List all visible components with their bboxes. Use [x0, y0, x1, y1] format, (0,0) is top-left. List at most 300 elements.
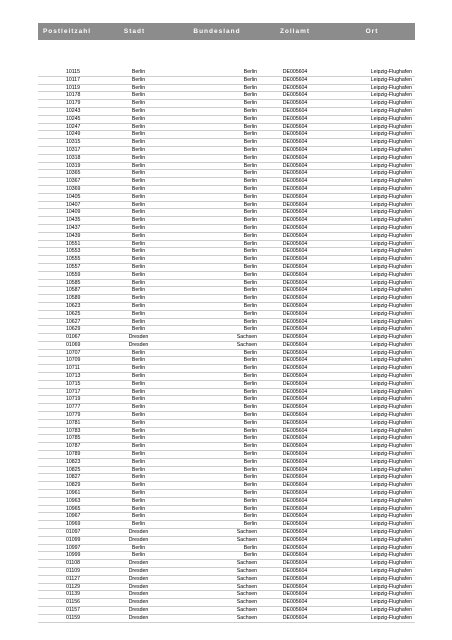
cell-ort: Leipzig-Flughafen — [370, 552, 412, 559]
cell-ort: Leipzig-Flughafen — [370, 388, 412, 395]
table-row — [38, 490, 415, 498]
cell-stadt: Berlin — [131, 248, 146, 255]
cell-postleitzahl: 10963 — [66, 497, 81, 504]
table-row — [38, 498, 415, 506]
cell-postleitzahl: 10997 — [66, 544, 81, 551]
cell-bundesland: Berlin — [243, 232, 257, 239]
cell-zollamt: DE005604 — [282, 295, 308, 302]
cell-zollamt: DE005604 — [282, 482, 308, 489]
cell-bundesland: Berlin — [243, 201, 257, 208]
cell-ort: Leipzig-Flughafen — [370, 412, 412, 419]
cell-zollamt: DE005604 — [282, 84, 308, 91]
cell-ort: Leipzig-Flughafen — [370, 349, 412, 356]
cell-zollamt: DE005604 — [282, 357, 308, 364]
cell-ort: Leipzig-Flughafen — [370, 263, 412, 270]
table-row — [38, 319, 415, 327]
cell-bundesland: Sachsen — [236, 560, 257, 567]
cell-postleitzahl: 10713 — [66, 373, 81, 380]
cell-ort: Leipzig-Flughafen — [370, 92, 412, 99]
table-row — [38, 209, 415, 217]
cell-postleitzahl: 10249 — [66, 131, 81, 138]
cell-postleitzahl: 10409 — [66, 209, 81, 216]
cell-zollamt: DE005604 — [282, 435, 308, 442]
table-row — [38, 552, 415, 560]
table-row — [38, 202, 415, 210]
table-row — [38, 334, 415, 342]
cell-ort: Leipzig-Flughafen — [370, 224, 412, 231]
cell-zollamt: DE005604 — [282, 185, 308, 192]
cell-bundesland: Berlin — [243, 552, 257, 559]
table-row — [38, 217, 415, 225]
cell-bundesland: Sachsen — [236, 583, 257, 590]
table-row — [38, 428, 415, 436]
cell-stadt: Berlin — [131, 419, 146, 426]
cell-zollamt: DE005604 — [282, 427, 308, 434]
cell-ort: Leipzig-Flughafen — [370, 178, 412, 185]
cell-postleitzahl: 10589 — [66, 295, 81, 302]
table-row — [38, 108, 415, 116]
cell-ort: Leipzig-Flughafen — [370, 451, 412, 458]
cell-postleitzahl: 10827 — [66, 474, 81, 481]
cell-ort: Leipzig-Flughafen — [370, 341, 412, 348]
cell-stadt: Berlin — [131, 209, 146, 216]
cell-postleitzahl: 10243 — [66, 107, 81, 114]
cell-ort: Leipzig-Flughafen — [370, 131, 412, 138]
cell-stadt: Berlin — [131, 451, 146, 458]
cell-bundesland: Berlin — [243, 373, 257, 380]
cell-ort: Leipzig-Flughafen — [370, 373, 412, 380]
cell-ort: Leipzig-Flughafen — [370, 310, 412, 317]
cell-postleitzahl: 10179 — [66, 100, 81, 107]
cell-stadt: Berlin — [131, 404, 146, 411]
cell-ort: Leipzig-Flughafen — [370, 248, 412, 255]
cell-postleitzahl: 10707 — [66, 349, 81, 356]
cell-bundesland: Berlin — [243, 84, 257, 91]
cell-stadt: Dresden — [128, 536, 149, 543]
cell-postleitzahl: 10783 — [66, 427, 81, 434]
table-row — [38, 225, 415, 233]
cell-postleitzahl: 10245 — [66, 115, 81, 122]
table-row — [38, 186, 415, 194]
cell-bundesland: Berlin — [243, 178, 257, 185]
cell-stadt: Berlin — [131, 552, 146, 559]
table-row — [38, 248, 415, 256]
cell-postleitzahl: 10439 — [66, 232, 81, 239]
table-row — [38, 443, 415, 451]
cell-ort: Leipzig-Flughafen — [370, 591, 412, 598]
cell-ort: Leipzig-Flughafen — [370, 209, 412, 216]
cell-stadt: Berlin — [131, 131, 146, 138]
cell-bundesland: Berlin — [243, 404, 257, 411]
cell-bundesland: Berlin — [243, 92, 257, 99]
cell-ort: Leipzig-Flughafen — [370, 505, 412, 512]
table-row — [38, 615, 415, 623]
cell-postleitzahl: 10318 — [66, 154, 81, 161]
cell-ort: Leipzig-Flughafen — [370, 240, 412, 247]
cell-bundesland: Berlin — [243, 396, 257, 403]
cell-bundesland: Berlin — [243, 412, 257, 419]
cell-stadt: Berlin — [131, 123, 146, 130]
cell-bundesland: Berlin — [243, 443, 257, 450]
cell-bundesland: Sachsen — [236, 606, 257, 613]
cell-bundesland: Berlin — [243, 466, 257, 473]
cell-stadt: Dresden — [128, 560, 149, 567]
cell-bundesland: Berlin — [243, 240, 257, 247]
cell-postleitzahl: 10365 — [66, 170, 81, 177]
cell-postleitzahl: 01139 — [66, 591, 81, 598]
cell-bundesland: Berlin — [243, 170, 257, 177]
cell-postleitzahl: 10711 — [66, 365, 81, 372]
cell-postleitzahl: 10777 — [66, 404, 81, 411]
table-row — [38, 607, 415, 615]
cell-postleitzahl: 10961 — [66, 490, 81, 497]
cell-stadt: Dresden — [128, 614, 149, 621]
cell-zollamt: DE005604 — [282, 287, 308, 294]
cell-zollamt: DE005604 — [282, 131, 308, 138]
cell-zollamt: DE005604 — [282, 513, 308, 520]
cell-zollamt: DE005604 — [282, 326, 308, 333]
cell-stadt: Berlin — [131, 497, 146, 504]
cell-ort: Leipzig-Flughafen — [370, 466, 412, 473]
cell-zollamt: DE005604 — [282, 560, 308, 567]
table-row — [38, 560, 415, 568]
cell-zollamt: DE005604 — [282, 380, 308, 387]
cell-postleitzahl: 10557 — [66, 263, 81, 270]
cell-stadt: Berlin — [131, 513, 146, 520]
cell-postleitzahl: 10825 — [66, 466, 81, 473]
cell-postleitzahl: 01156 — [66, 599, 81, 606]
cell-zollamt: DE005604 — [282, 248, 308, 255]
cell-ort: Leipzig-Flughafen — [370, 318, 412, 325]
cell-zollamt: DE005604 — [282, 490, 308, 497]
cell-bundesland: Berlin — [243, 115, 257, 122]
cell-zollamt: DE005604 — [282, 92, 308, 99]
table-row — [38, 506, 415, 514]
cell-ort: Leipzig-Flughafen — [370, 271, 412, 278]
cell-stadt: Berlin — [131, 201, 146, 208]
cell-stadt: Dresden — [128, 334, 149, 341]
cell-bundesland: Berlin — [243, 326, 257, 333]
cell-zollamt: DE005604 — [282, 178, 308, 185]
cell-stadt: Berlin — [131, 107, 146, 114]
table-row — [38, 92, 415, 100]
table-header — [38, 23, 415, 40]
cell-ort: Leipzig-Flughafen — [370, 544, 412, 551]
cell-zollamt: DE005604 — [282, 341, 308, 348]
cell-stadt: Berlin — [131, 240, 146, 247]
table-row — [38, 326, 415, 334]
cell-bundesland: Berlin — [243, 107, 257, 114]
cell-postleitzahl: 10789 — [66, 451, 81, 458]
cell-stadt: Berlin — [131, 146, 146, 153]
cell-postleitzahl: 10555 — [66, 256, 81, 263]
cell-bundesland: Berlin — [243, 474, 257, 481]
cell-zollamt: DE005604 — [282, 193, 308, 200]
cell-stadt: Berlin — [131, 310, 146, 317]
cell-zollamt: DE005604 — [282, 458, 308, 465]
cell-zollamt: DE005604 — [282, 318, 308, 325]
cell-bundesland: Sachsen — [236, 529, 257, 536]
table-row — [38, 342, 415, 350]
cell-stadt: Dresden — [128, 529, 149, 536]
cell-bundesland: Berlin — [243, 318, 257, 325]
cell-postleitzahl: 10405 — [66, 193, 81, 200]
cell-bundesland: Berlin — [243, 435, 257, 442]
cell-postleitzahl: 01157 — [66, 606, 81, 613]
cell-ort: Leipzig-Flughafen — [370, 583, 412, 590]
cell-postleitzahl: 10625 — [66, 310, 81, 317]
table-row — [38, 584, 415, 592]
cell-bundesland: Berlin — [243, 139, 257, 146]
cell-ort: Leipzig-Flughafen — [370, 380, 412, 387]
header-stadt: Stadt — [123, 28, 146, 35]
cell-zollamt: DE005604 — [282, 240, 308, 247]
cell-stadt: Berlin — [131, 115, 146, 122]
cell-postleitzahl: 10785 — [66, 435, 81, 442]
cell-bundesland: Berlin — [243, 388, 257, 395]
header-ort: Ort — [365, 28, 379, 35]
cell-ort: Leipzig-Flughafen — [370, 185, 412, 192]
cell-ort: Leipzig-Flughafen — [370, 69, 412, 75]
table-row — [38, 100, 415, 108]
cell-bundesland: Berlin — [243, 123, 257, 130]
cell-ort: Leipzig-Flughafen — [370, 279, 412, 286]
cell-postleitzahl: 10407 — [66, 201, 81, 208]
cell-zollamt: DE005604 — [282, 123, 308, 130]
cell-stadt: Berlin — [131, 232, 146, 239]
cell-ort: Leipzig-Flughafen — [370, 599, 412, 606]
cell-postleitzahl: 10627 — [66, 318, 81, 325]
table-row — [38, 287, 415, 295]
table-row — [38, 420, 415, 428]
table-body — [38, 69, 415, 623]
cell-bundesland: Berlin — [243, 451, 257, 458]
cell-ort: Leipzig-Flughafen — [370, 193, 412, 200]
cell-stadt: Berlin — [131, 505, 146, 512]
cell-bundesland: Berlin — [243, 505, 257, 512]
cell-postleitzahl: 01067 — [66, 334, 81, 341]
table-row — [38, 482, 415, 490]
cell-zollamt: DE005604 — [282, 217, 308, 224]
cell-postleitzahl: 10787 — [66, 443, 81, 450]
cell-bundesland: Berlin — [243, 458, 257, 465]
table-row — [38, 350, 415, 358]
cell-zollamt: DE005604 — [282, 100, 308, 107]
table-row — [38, 435, 415, 443]
cell-ort: Leipzig-Flughafen — [370, 201, 412, 208]
table-row — [38, 280, 415, 288]
cell-zollamt: DE005604 — [282, 334, 308, 341]
cell-zollamt: DE005604 — [282, 201, 308, 208]
cell-zollamt: DE005604 — [282, 583, 308, 590]
cell-ort: Leipzig-Flughafen — [370, 123, 412, 130]
cell-ort: Leipzig-Flughafen — [370, 575, 412, 582]
cell-stadt: Berlin — [131, 263, 146, 270]
cell-bundesland: Sachsen — [236, 575, 257, 582]
cell-bundesland: Berlin — [243, 76, 257, 83]
cell-stadt: Berlin — [131, 302, 146, 309]
cell-zollamt: DE005604 — [282, 552, 308, 559]
cell-bundesland: Berlin — [243, 521, 257, 528]
table-row — [38, 163, 415, 171]
cell-zollamt: DE005604 — [282, 365, 308, 372]
table-row — [38, 357, 415, 365]
cell-stadt: Berlin — [131, 69, 146, 75]
table-row — [38, 69, 415, 77]
cell-postleitzahl: 10969 — [66, 521, 81, 528]
cell-postleitzahl: 10437 — [66, 224, 81, 231]
table-row — [38, 155, 415, 163]
cell-ort: Leipzig-Flughafen — [370, 560, 412, 567]
cell-ort: Leipzig-Flughafen — [370, 568, 412, 574]
table-row — [38, 124, 415, 132]
cell-zollamt: DE005604 — [282, 443, 308, 450]
table-row — [38, 178, 415, 186]
cell-zollamt: DE005604 — [282, 170, 308, 177]
cell-postleitzahl: 10369 — [66, 185, 81, 192]
cell-postleitzahl: 10435 — [66, 217, 81, 224]
cell-ort: Leipzig-Flughafen — [370, 365, 412, 372]
cell-ort: Leipzig-Flughafen — [370, 326, 412, 333]
cell-postleitzahl: 01127 — [66, 575, 81, 582]
table-row — [38, 568, 415, 576]
cell-zollamt: DE005604 — [282, 69, 308, 75]
cell-zollamt: DE005604 — [282, 146, 308, 153]
cell-zollamt: DE005604 — [282, 162, 308, 169]
cell-postleitzahl: 10623 — [66, 302, 81, 309]
table-row — [38, 170, 415, 178]
cell-ort: Leipzig-Flughafen — [370, 146, 412, 153]
cell-zollamt: DE005604 — [282, 263, 308, 270]
cell-zollamt: DE005604 — [282, 451, 308, 458]
cell-postleitzahl: 10119 — [66, 84, 81, 91]
table-row — [38, 459, 415, 467]
cell-stadt: Berlin — [131, 412, 146, 419]
cell-postleitzahl: 10709 — [66, 357, 81, 364]
cell-postleitzahl: 01159 — [66, 614, 81, 621]
cell-stadt: Dresden — [128, 568, 149, 574]
cell-ort: Leipzig-Flughafen — [370, 427, 412, 434]
table-row — [38, 295, 415, 303]
cell-postleitzahl: 10178 — [66, 92, 81, 99]
cell-zollamt: DE005604 — [282, 209, 308, 216]
cell-bundesland: Berlin — [243, 365, 257, 372]
cell-stadt: Berlin — [131, 318, 146, 325]
cell-bundesland: Sachsen — [236, 614, 257, 621]
cell-zollamt: DE005604 — [282, 497, 308, 504]
cell-zollamt: DE005604 — [282, 256, 308, 263]
cell-zollamt: DE005604 — [282, 614, 308, 621]
cell-postleitzahl: 10247 — [66, 123, 81, 130]
cell-stadt: Berlin — [131, 435, 146, 442]
cell-bundesland: Berlin — [243, 263, 257, 270]
cell-zollamt: DE005604 — [282, 575, 308, 582]
cell-bundesland: Berlin — [243, 256, 257, 263]
cell-zollamt: DE005604 — [282, 505, 308, 512]
cell-bundesland: Berlin — [243, 69, 257, 75]
cell-stadt: Berlin — [131, 466, 146, 473]
cell-zollamt: DE005604 — [282, 466, 308, 473]
cell-bundesland: Sachsen — [236, 568, 257, 574]
table-row — [38, 404, 415, 412]
cell-ort: Leipzig-Flughafen — [370, 302, 412, 309]
cell-zollamt: DE005604 — [282, 396, 308, 403]
cell-ort: Leipzig-Flughafen — [370, 474, 412, 481]
table-row — [38, 241, 415, 249]
cell-ort: Leipzig-Flughafen — [370, 100, 412, 107]
cell-bundesland: Berlin — [243, 490, 257, 497]
cell-zollamt: DE005604 — [282, 224, 308, 231]
cell-zollamt: DE005604 — [282, 373, 308, 380]
cell-postleitzahl: 10319 — [66, 162, 81, 169]
table-row — [38, 233, 415, 241]
cell-zollamt: DE005604 — [282, 349, 308, 356]
cell-postleitzahl: 01129 — [66, 583, 81, 590]
cell-postleitzahl: 10717 — [66, 388, 81, 395]
cell-bundesland: Berlin — [243, 146, 257, 153]
cell-stadt: Berlin — [131, 544, 146, 551]
cell-bundesland: Berlin — [243, 154, 257, 161]
cell-bundesland: Berlin — [243, 295, 257, 302]
cell-bundesland: Berlin — [243, 224, 257, 231]
cell-stadt: Berlin — [131, 100, 146, 107]
cell-stadt: Berlin — [131, 84, 146, 91]
cell-ort: Leipzig-Flughafen — [370, 536, 412, 543]
cell-ort: Leipzig-Flughafen — [370, 357, 412, 364]
table-row — [38, 194, 415, 202]
cell-zollamt: DE005604 — [282, 599, 308, 606]
cell-stadt: Berlin — [131, 295, 146, 302]
cell-ort: Leipzig-Flughafen — [370, 217, 412, 224]
cell-stadt: Berlin — [131, 224, 146, 231]
cell-bundesland: Berlin — [243, 131, 257, 138]
table-row — [38, 537, 415, 545]
cell-stadt: Berlin — [131, 396, 146, 403]
cell-postleitzahl: 10117 — [66, 76, 81, 83]
cell-bundesland: Berlin — [243, 217, 257, 224]
cell-stadt: Berlin — [131, 170, 146, 177]
cell-postleitzahl: 10115 — [66, 69, 81, 75]
cell-zollamt: DE005604 — [282, 544, 308, 551]
cell-ort: Leipzig-Flughafen — [370, 606, 412, 613]
cell-bundesland: Berlin — [243, 380, 257, 387]
cell-ort: Leipzig-Flughafen — [370, 287, 412, 294]
cell-postleitzahl: 10967 — [66, 513, 81, 520]
table-row — [38, 474, 415, 482]
cell-zollamt: DE005604 — [282, 388, 308, 395]
cell-stadt: Berlin — [131, 185, 146, 192]
cell-bundesland: Berlin — [243, 310, 257, 317]
cell-stadt: Berlin — [131, 217, 146, 224]
cell-zollamt: DE005604 — [282, 302, 308, 309]
cell-stadt: Berlin — [131, 521, 146, 528]
table-row — [38, 467, 415, 475]
cell-stadt: Berlin — [131, 92, 146, 99]
cell-ort: Leipzig-Flughafen — [370, 614, 412, 621]
cell-zollamt: DE005604 — [282, 591, 308, 598]
cell-stadt: Dresden — [128, 575, 149, 582]
table-row — [38, 529, 415, 537]
cell-stadt: Berlin — [131, 154, 146, 161]
cell-stadt: Berlin — [131, 139, 146, 146]
table-row — [38, 303, 415, 311]
cell-stadt: Berlin — [131, 178, 146, 185]
cell-bundesland: Berlin — [243, 162, 257, 169]
cell-stadt: Berlin — [131, 373, 146, 380]
cell-zollamt: DE005604 — [282, 271, 308, 278]
table-row — [38, 591, 415, 599]
table-row — [38, 264, 415, 272]
